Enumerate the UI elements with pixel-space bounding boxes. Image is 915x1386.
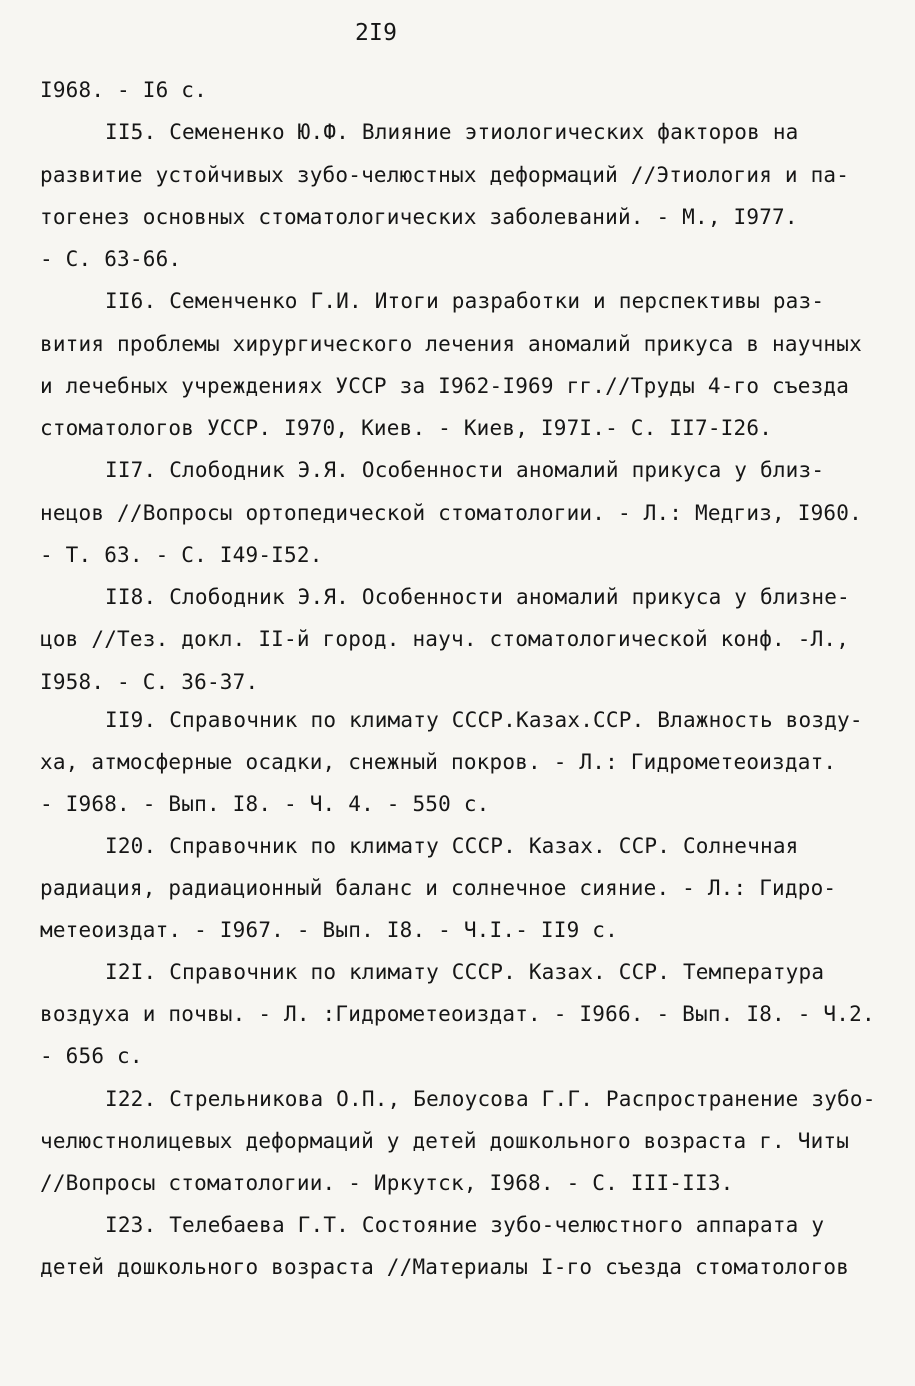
text-line: //Вопросы стоматологии. - Иркутск, I968. - С. III-II3. [40,1171,734,1195]
text-line: и лечебных учреждениях УССР за I962-I969 гг.//Труды 4-го съезда [40,374,850,398]
text-line: воздуха и почвы. - Л. :Гидрометеоиздат. - I966. - Вып. I8. - Ч.2. [40,1002,875,1026]
text-line: I968. - I6 с. [40,78,207,102]
text-line: метеоиздат. - I967. - Вып. I8. - Ч.I.- II9 с. [40,918,618,942]
reference-entry-122-line: I22. Стрельникова О.П., Белоусова Г.Г. Распространение зубо- [105,1087,876,1111]
reference-entry-116-line: II6. Семенченко Г.И. Итоги разработки и перспективы раз- [105,289,825,313]
text-line: радиация, радиационный баланс и солнечное сияние. - Л.: Гидро- [40,876,837,900]
reference-entry-121-line: I2I. Справочник по климату СССР. Казах. ССР. Температура [105,960,825,984]
reference-entry-123-line: I23. Телебаева Г.Т. Состояние зубо-челюстного аппарата у [105,1213,825,1237]
text-line: детей дошкольного возраста //Материалы I-го съезда стоматологов [40,1255,850,1279]
text-line: развитие устойчивых зубо-челюстных деформаций //Этиология и па- [40,163,850,187]
text-line: - С. 63-66. [40,247,182,271]
text-line: I958. - С. 36-37. [40,670,259,694]
reference-entry-115-line: II5. Семененко Ю.Ф. Влияние этиологических факторов на [105,120,799,144]
text-line: ха, атмосферные осадки, снежный покров. - Л.: Гидрометеоиздат. [40,750,837,774]
text-line: вития проблемы хирургического лечения аномалий прикуса в научных [40,332,862,356]
text-line: тогенез основных стоматологических заболеваний. - М., I977. [40,205,798,229]
text-line: - 656 с. [40,1044,143,1068]
text-line: стоматологов УССР. I970, Киев. - Киев, I97I.- С. II7-I26. [40,416,773,440]
page-number: 2I9 [355,20,398,46]
reference-entry-120-line: I20. Справочник по климату СССР. Казах. ССР. Солнечная [105,834,799,858]
text-line: цов //Тез. докл. II-й город. науч. стоматологической конф. -Л., [40,627,850,651]
reference-entry-117-line: II7. Слободник Э.Я. Особенности аномалий прикуса у близ- [105,458,825,482]
text-line: - Т. 63. - С. I49-I52. [40,543,323,567]
reference-entry-118-line: II8. Слободник Э.Я. Особенности аномалий прикуса у близне- [105,585,850,609]
text-line: челюстнолицевых деформаций у детей дошкольного возраста г. Читы [40,1129,850,1153]
text-line: - I968. - Вып. I8. - Ч. 4. - 550 с. [40,792,490,816]
reference-entry-119-line: II9. Справочник по климату СССР.Казах.ССР. Влажность возду- [105,708,863,732]
text-line: нецов //Вопросы ортопедической стоматологии. - Л.: Медгиз, I960. [40,501,862,525]
